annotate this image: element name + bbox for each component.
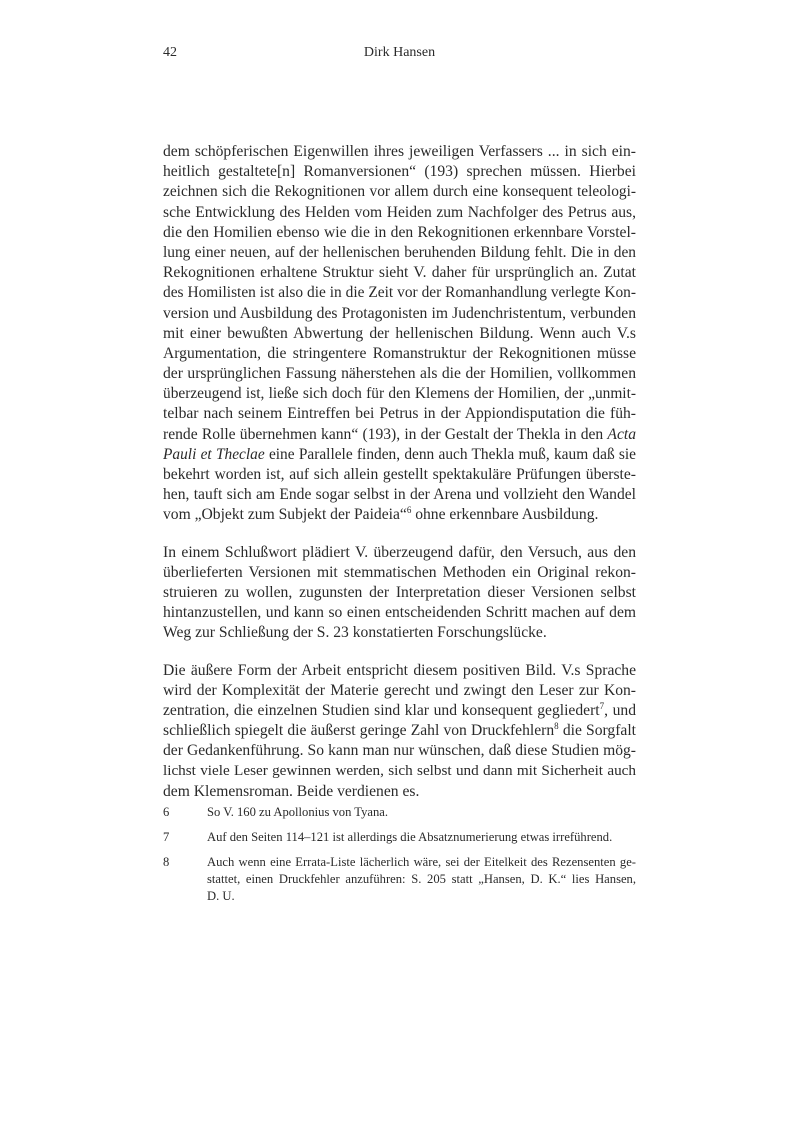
line-text: Die äußere Form der Arbeit entspricht diesem positiven Bild. V.s Sprache: [163, 661, 636, 679]
text-line: [163, 223, 636, 243]
italic-title: Pauli et Theclae: [163, 445, 265, 463]
footnote-ref: 6: [406, 505, 412, 516]
line-text: ohne erkennbare Ausbildung.: [411, 506, 599, 524]
footnote-line: stattet, einen Druckfehler anzuführen: S. 205 statt „Hansen, D. K.“ lies Hansen,: [207, 872, 636, 886]
line-text: eine Parallele finden, denn auch Thekla muß, kaum daß sie: [264, 445, 636, 463]
text-line: [163, 661, 636, 681]
paragraph: [163, 543, 636, 644]
line-text: überzeugend ist, ließe sich doch für den Klemens der Homilien, der „unmit-: [163, 385, 636, 403]
text-line: [163, 445, 636, 465]
line-text: bekehrt worden ist, auf sich allein gestellt spektakuläre Prüfungen überste-: [163, 466, 636, 483]
line-text: mit einer bewußten Abwertung der hellenischen Bildung. Wenn auch V.s: [163, 324, 636, 342]
line-text: der ursprünglichen Fassung näherstehen als die der Homilien, vollkommen: [163, 365, 636, 383]
footnote-text: [207, 854, 636, 905]
line-text: sche Entwicklung des Helden vom Heiden zum Nachfolger des Petrus aus,: [163, 203, 636, 221]
text-line: [163, 182, 636, 202]
footnote: [163, 829, 636, 846]
line-text: rende Rolle übernehmen kann“ (193), in der Gestalt der Thekla in den: [163, 425, 608, 443]
line-text: struieren zu wollen, zugunsten der Interpretation dieser Versionen selbst: [163, 583, 636, 601]
footnote: [163, 854, 636, 905]
line-text: hen, tauft sich am Ende sogar selbst in der Arena und vollzieht den Wandel: [163, 486, 636, 504]
line-text: Rekognitionen erhaltene Struktur sieht V. daher für ursprünglich an. Zutat: [163, 264, 636, 282]
footnote: [163, 804, 636, 821]
paragraph: [163, 661, 636, 802]
footnote-ref: 7: [599, 700, 605, 711]
footnote-ref: 8: [554, 721, 559, 731]
text-line: [163, 543, 636, 563]
text-line: [163, 761, 636, 781]
line-text: , und: [604, 701, 636, 719]
text-line: [163, 425, 636, 445]
line-text: wird der Komplexität der Materie gerecht und zwingt den Leser zur Kon-: [163, 681, 636, 699]
footnote-line: D. U.: [207, 889, 235, 903]
italic-title: Acta: [607, 425, 636, 443]
line-text: version und Ausbildung des Protagonisten im Judenchristentum, verbunden: [163, 304, 636, 322]
line-text: zeichnen sich die Rekognitionen vor allem durch eine konsequent teleologi-: [163, 183, 636, 201]
footnote-line: So V. 160 zu Apollonius von Tyana.: [207, 805, 389, 819]
footnote-number: 7: [163, 830, 170, 844]
text-line: [163, 344, 636, 364]
page-number: 42: [163, 45, 177, 60]
text-line: [163, 721, 636, 741]
line-text: heitlich gestaltete[n] Romanversionen“ (193) sprechen müssen. Hierbei: [163, 163, 636, 181]
text-line: [163, 364, 636, 384]
footnotes: [163, 804, 636, 913]
line-text: In einem Schlußwort plädiert V. überzeugend dafür, den Versuch, aus den: [163, 543, 636, 561]
footnote-line: Auf den Seiten 114–121 ist allerdings die Absatznumerierung etwas irreführend.: [207, 830, 613, 844]
footnote-number: 6: [163, 805, 170, 819]
text-line: [163, 243, 636, 263]
text-line: [163, 485, 636, 505]
paragraph: [163, 142, 636, 526]
text-line: [163, 263, 636, 283]
text-line: [163, 701, 636, 721]
line-text: die den Homilien ebenso wie die in den Rekognitionen erkennbare Vorstel-: [163, 223, 636, 241]
running-title: Dirk Hansen: [363, 45, 436, 60]
text-line: [163, 741, 636, 761]
line-text: schließlich spiegelt die äußerst geringe Zahl von Druckfehlern: [163, 722, 555, 740]
line-text: überlieferten Versionen mit stemmatischen Methoden ein Original rekon-: [163, 563, 636, 581]
line-text: hintanzustellen, und kann so einen entscheidenden Schritt machen auf dem: [163, 604, 636, 622]
line-text: Weg zur Schließung der S. 23 konstatierten Forschungslücke.: [163, 624, 547, 642]
line-text: vom „Objekt zum Subjekt der Paideia“: [163, 506, 407, 524]
text-line: [163, 623, 636, 643]
text-line: [163, 203, 636, 223]
body-text: [163, 142, 636, 819]
line-text: lung einer neuen, auf der hellenischen beruhenden Bildung fehlt. Die in den: [163, 243, 636, 261]
line-text: lichst viele Leser gewinnen werden, sich selbst und dann mit Sicherheit auch: [163, 762, 636, 780]
text-line: [163, 505, 636, 525]
line-text: telbar nach seinem Eintreffen bei Petrus in der Appiondisputation die füh-: [163, 405, 636, 423]
text-line: [163, 465, 636, 485]
line-text: zentration, die einzelnen Studien sind klar und konsequent gegliedert: [163, 701, 600, 719]
text-line: [163, 563, 636, 583]
line-text: des Homilisten ist also die in die Zeit vor der Romanhandlung verlegte Kon-: [163, 284, 636, 302]
text-line: [163, 603, 636, 623]
text-line: [163, 384, 636, 404]
text-line: [163, 583, 636, 603]
line-text: Argumentation, die stringentere Romanstruktur der Rekognitionen müsse: [163, 344, 636, 362]
footnote-line: Auch wenn eine Errata-Liste lächerlich wäre, sei der Eitelkeit des Rezensenten ge-: [207, 855, 636, 869]
text-line: [163, 142, 636, 162]
text-line: [163, 404, 636, 424]
text-line: [163, 162, 636, 182]
footnote-text: [207, 804, 636, 821]
line-text: dem schöpferischen Eigenwillen ihres jeweiligen Verfassers ... in sich ein-: [163, 143, 636, 160]
footnote-number: 8: [163, 855, 170, 869]
text-line: [163, 304, 636, 324]
line-text: dem Klemensroman. Beide verdienen es.: [163, 782, 420, 800]
text-line: [163, 681, 636, 701]
line-text: die Sorgfalt: [558, 722, 636, 740]
line-text: der Gedankenführung. So kann man nur wünschen, daß diese Studien mög-: [163, 742, 636, 760]
text-line: [163, 283, 636, 303]
footnote-text: [207, 829, 636, 846]
text-line: [163, 324, 636, 344]
text-line: [163, 782, 636, 802]
